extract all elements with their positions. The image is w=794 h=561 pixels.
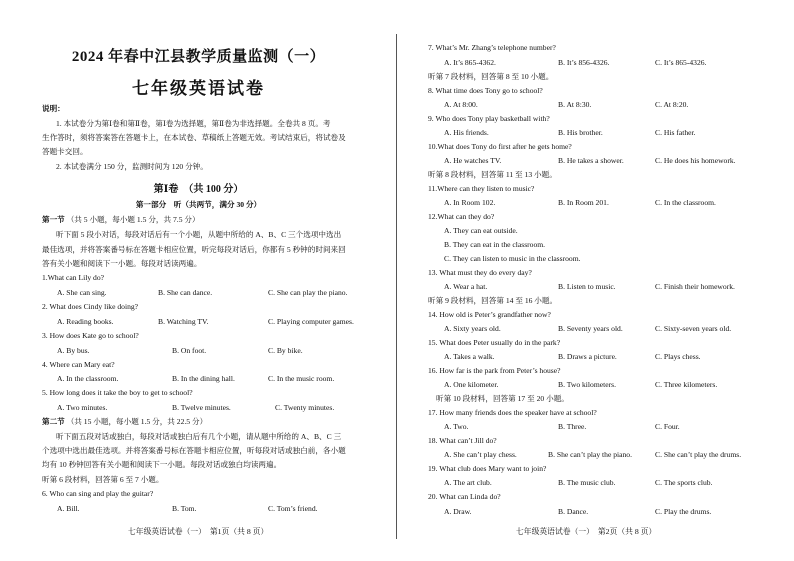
question-16: 16. How far is the park from Peter’s house? xyxy=(428,366,561,375)
q20-option-c: C. Play the drums. xyxy=(655,507,712,516)
exam-title: 2024 年春中江县教学质量监测（一） xyxy=(71,49,326,65)
question-12: 12.What can they do? xyxy=(428,212,495,221)
section-1-label: 第一节 xyxy=(42,215,65,224)
q17-option-c: C. Four. xyxy=(655,422,680,431)
question-20: 20. What can Linda do? xyxy=(428,492,501,501)
q11-option-a: A. In Room 102. xyxy=(444,198,496,207)
section-2-instr-3: 均有 10 秒钟回答有关小题和阅读下一小题。每段对话或独白均读两遍。 xyxy=(42,460,282,469)
q13-option-a: A. Wear a hat. xyxy=(444,282,488,291)
q2-option-b: B. Watching TV. xyxy=(158,317,209,326)
q15-option-c: C. Plays chess. xyxy=(655,352,701,361)
q16-option-b: B. Two kilometers. xyxy=(558,380,616,389)
question-8: 8. What time does Tony go to school? xyxy=(428,86,543,95)
question-11: 11.Where can they listen to music? xyxy=(428,184,535,193)
notes-label: 说明： xyxy=(42,104,65,113)
question-18: 18. What can’t Jill do? xyxy=(428,436,497,445)
q14-option-b: B. Seventy years old. xyxy=(558,324,623,333)
q20-option-a: A. Draw. xyxy=(444,507,472,516)
q14-option-c: C. Sixty-seven years old. xyxy=(655,324,732,333)
question-10: 10.What does Tony do first after he gets home? xyxy=(428,142,572,151)
hearing-7: 听第 7 段材料，回答第 8 至 10 小题。 xyxy=(428,72,554,81)
exam-subtitle: 七年级英语试卷 xyxy=(132,79,265,98)
q5-option-a: A. Two minutes. xyxy=(57,403,108,412)
q16-option-c: C. Three kilometers. xyxy=(655,380,718,389)
q9-option-a: A. His friends. xyxy=(444,128,489,137)
q4-option-a: A. In the classroom. xyxy=(57,374,119,383)
question-15: 15. What does Peter usually do in the park? xyxy=(428,338,561,347)
q6-option-b: B. Tom. xyxy=(172,504,197,513)
q17-option-a: A. Two. xyxy=(444,422,469,431)
q6-option-c: C. Tom’s friend. xyxy=(268,504,318,513)
question-9: 9. Who does Tony play basketball with? xyxy=(428,114,550,123)
q1-option-c: C. She can play the piano. xyxy=(268,288,348,297)
q13-option-c: C. Finish their homework. xyxy=(655,282,735,291)
q15-option-a: A. Takes a walk. xyxy=(444,352,495,361)
q18-option-b: B. She can’t play the piano. xyxy=(548,450,633,459)
q19-option-b: B. The music club. xyxy=(558,478,616,487)
q11-option-c: C. In the classroom. xyxy=(655,198,716,207)
q8-option-b: B. At 8:30. xyxy=(558,100,592,109)
question-1: 1.What can Lily do? xyxy=(42,273,104,282)
q10-option-c: C. He does his homework. xyxy=(655,156,736,165)
page-1-footer: 七年级英语试卷（一） 第1页（共 8 页） xyxy=(128,527,269,536)
section-1-desc: （共 5 小题，每小题 1.5 分，共 7.5 分） xyxy=(66,215,200,224)
q3-option-b: B. On foot. xyxy=(172,346,207,355)
note-2: 2. 本试卷满分 150 分，监测时间为 120 分钟。 xyxy=(56,162,208,171)
q19-option-c: C. The sports club. xyxy=(655,478,713,487)
note-1-line-1: 1. 本试卷分为第Ⅰ卷和第Ⅱ卷，第Ⅰ卷为选择题，第Ⅱ卷为非选择题。全卷共 8 页。考 xyxy=(56,119,331,128)
q2-option-a: A. Reading books. xyxy=(57,317,114,326)
page-divider xyxy=(396,34,397,539)
hearing-10: 听第 10 段材料，回答第 17 至 20 小题。 xyxy=(436,394,569,403)
question-6: 6. Who can sing and play the guitar? xyxy=(42,489,154,498)
section-2-desc: （共 15 小题，每小题 1.5 分，共 22.5 分） xyxy=(66,417,208,426)
q13-option-b: B. Listen to music. xyxy=(558,282,616,291)
q7-option-b: B. It’s 856-4326. xyxy=(558,58,610,67)
question-19: 19. What club does Mary want to join? xyxy=(428,464,547,473)
q19-option-a: A. The art club. xyxy=(444,478,492,487)
section-1-instr-1: 听下面 5 段小对话，每段对话后有一个小题，从题中所给的 A、B、C 三个选项中选出 xyxy=(56,230,342,239)
volume-heading: 第Ⅰ卷 （共 100 分） xyxy=(153,184,244,195)
q10-option-b: B. He takes a shower. xyxy=(558,156,624,165)
q5-option-b: B. Twelve minutes. xyxy=(172,403,231,412)
q12-option-a: A. They can eat outside. xyxy=(444,226,518,235)
q4-option-b: B. In the dining hall. xyxy=(172,374,235,383)
page-2-footer: 七年级英语试卷（一） 第2页（共 8 页） xyxy=(516,527,657,536)
note-1-line-3: 答题卡交回。 xyxy=(42,147,88,156)
q5-option-c: C. Twenty minutes. xyxy=(275,403,335,412)
question-7: 7. What’s Mr. Zhang’s telephone number? xyxy=(428,43,556,52)
section-1-instr-3: 答有关小题和阅读下一小题。每段对话读两遍。 xyxy=(42,259,202,268)
question-3: 3. How does Kate go to school? xyxy=(42,331,139,340)
q17-option-b: B. Three. xyxy=(558,422,587,431)
q1-option-a: A. She can sing. xyxy=(57,288,107,297)
section-2-instr-4: 听第 6 段材料，回答第 6 至 7 小题。 xyxy=(42,475,164,484)
hearing-8: 听第 8 段材料，回答第 11 至 13 小题。 xyxy=(428,170,557,179)
q8-option-c: C. At 8:20. xyxy=(655,100,689,109)
question-4: 4. Where can Mary eat? xyxy=(42,360,115,369)
question-5: 5. How long does it take the boy to get to school? xyxy=(42,388,193,397)
q4-option-c: C. In the music room. xyxy=(268,374,335,383)
section-1-heading xyxy=(42,215,200,225)
q18-option-c: C. She can’t play the drums. xyxy=(655,450,742,459)
q10-option-a: A. He watches TV. xyxy=(444,156,502,165)
section-2-label: 第二节 xyxy=(42,417,65,426)
section-2-instr-2: 个选项中选出最佳选项。并将答案番号标在答题卡相应位置，听每段对话或独白前，各小题 xyxy=(42,446,346,455)
q6-option-a: A. Bill. xyxy=(57,504,80,513)
q15-option-b: B. Draws a picture. xyxy=(558,352,617,361)
hearing-9: 听第 9 段材料，回答第 14 至 16 小题。 xyxy=(428,296,558,305)
part-1-heading: 第一部分 听（共两节，满分 30 分） xyxy=(135,200,262,209)
q9-option-b: B. His brother. xyxy=(558,128,603,137)
q12-option-b: B. They can eat in the classroom. xyxy=(444,240,546,249)
q7-option-c: C. It’s 865-4326. xyxy=(655,58,707,67)
section-1-instr-2: 最佳选项，并将答案番号标在答题卡相应位置，听完每段对话后，你都有 5 秒钟的时间来回 xyxy=(42,245,346,254)
q14-option-a: A. Sixty years old. xyxy=(444,324,501,333)
note-1-line-2: 生作答时，须将答案答在答题卡上，在本试卷、草稿纸上答题无效。考试结束后，将试卷及 xyxy=(42,133,346,142)
q8-option-a: A. At 8:00. xyxy=(444,100,478,109)
exam-page-2 xyxy=(398,0,794,561)
q12-option-c: C. They can listen to music in the classroom. xyxy=(444,254,581,263)
section-2-instr-1: 听下面五段对话或独白，每段对话或独白后有几个小题，请从题中所给的 A、B、C 三 xyxy=(56,432,342,441)
question-2: 2. What does Cindy like doing? xyxy=(42,302,139,311)
q3-option-c: C. By bike. xyxy=(268,346,303,355)
q20-option-b: B. Dance. xyxy=(558,507,589,516)
question-14: 14. How old is Peter’s grandfather now? xyxy=(428,310,551,319)
q3-option-a: A. By bus. xyxy=(57,346,90,355)
q18-option-a: A. She can’t play chess. xyxy=(444,450,517,459)
question-17: 17. How many friends does the speaker have at school? xyxy=(428,408,597,417)
q1-option-b: B. She can dance. xyxy=(158,288,213,297)
q7-option-a: A. It’s 865-4362. xyxy=(444,58,496,67)
question-13: 13. What must they do every day? xyxy=(428,268,532,277)
q16-option-a: A. One kilometer. xyxy=(444,380,499,389)
section-2-heading xyxy=(42,417,207,427)
q2-option-c: C. Playing computer games. xyxy=(268,317,354,326)
q11-option-b: B. In Room 201. xyxy=(558,198,609,207)
q9-option-c: C. His father. xyxy=(655,128,696,137)
